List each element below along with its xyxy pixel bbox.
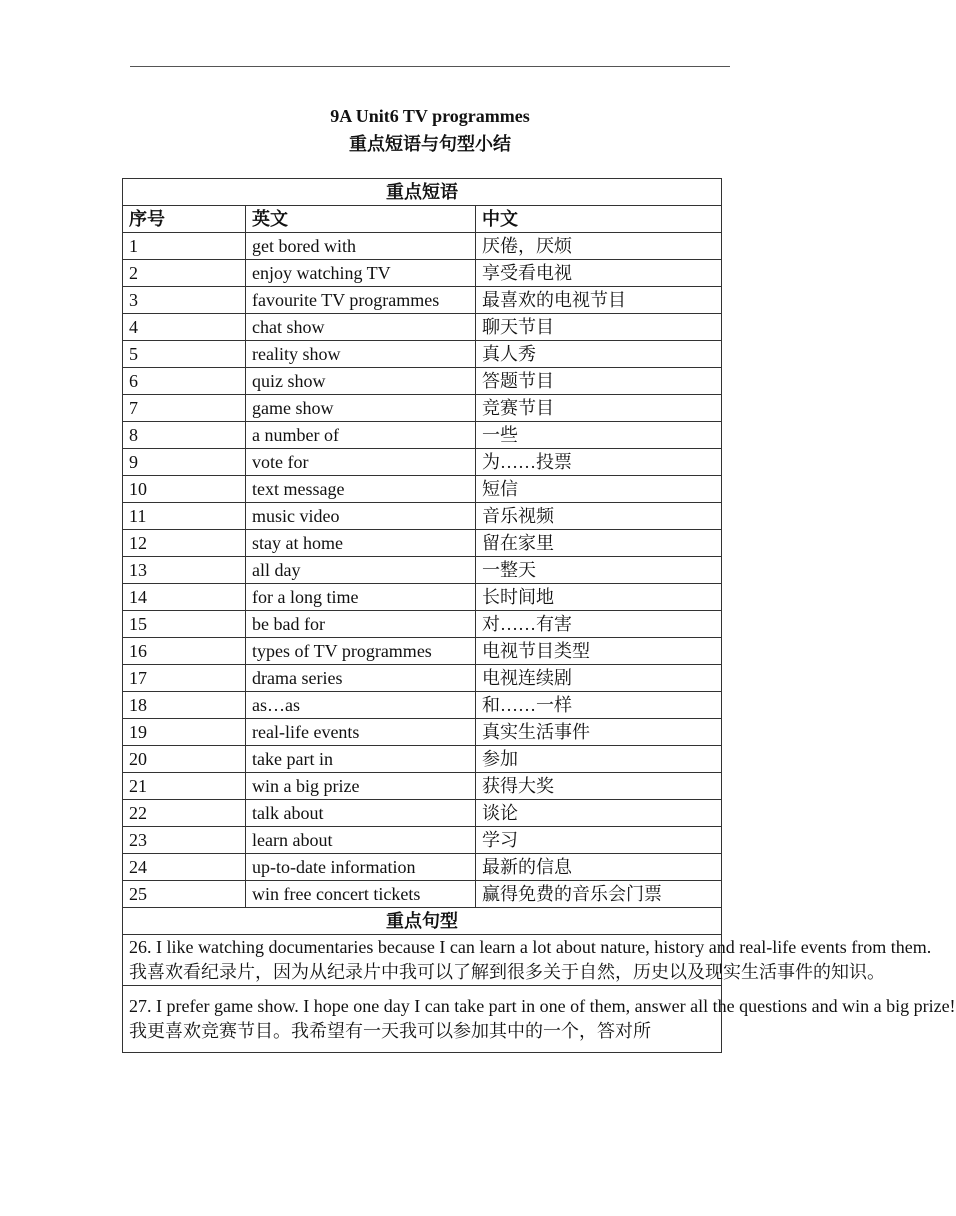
phrase-english: win free concert tickets [246,881,476,908]
phrase-row [123,827,722,854]
phrase-english: vote for [246,449,476,476]
phrase-english: stay at home [246,530,476,557]
phrase-english: chat show [246,314,476,341]
phrase-chinese: 谈论 [476,800,722,827]
phrase-english: take part in [246,746,476,773]
phrase-number: 20 [123,746,246,773]
phrase-row [123,611,722,638]
phrase-row [123,395,722,422]
phrase-english: get bored with [246,233,476,260]
phrase-english: enjoy watching TV [246,260,476,287]
column-header-number: 序号 [123,206,246,233]
phrase-english: learn about [246,827,476,854]
phrase-row [123,530,722,557]
phrase-chinese: 短信 [476,476,722,503]
phrase-number: 15 [123,611,246,638]
phrase-chinese: 一些 [476,422,722,449]
phrase-number: 24 [123,854,246,881]
phrase-chinese: 竞赛节目 [476,395,722,422]
sentence-chinese: 我更喜欢竞赛节目。我希望有一天我可以参加其中的一个，答对所 [129,1021,651,1041]
phrase-number: 17 [123,665,246,692]
phrase-row [123,287,722,314]
column-header-english: 英文 [246,206,476,233]
phrase-english: all day [246,557,476,584]
phrase-chinese: 和……一样 [476,692,722,719]
phrase-row [123,260,722,287]
phrase-english: for a long time [246,584,476,611]
sentence-row [123,935,722,986]
phrase-english: drama series [246,665,476,692]
phrase-row [123,314,722,341]
phrase-row [123,881,722,908]
phrase-chinese: 长时间地 [476,584,722,611]
sentence-english: 26. I like watching documentaries because I can learn a lot about nature, history and real-life events from them. [129,937,932,957]
phrase-english: up-to-date information [246,854,476,881]
document-subtitle: 重点短语与句型小结 [349,134,511,154]
phrase-chinese: 参加 [476,746,722,773]
phrase-number: 3 [123,287,246,314]
phrase-english: favourite TV programmes [246,287,476,314]
phrase-row [123,692,722,719]
phrase-number: 18 [123,692,246,719]
phrase-chinese: 最喜欢的电视节目 [476,287,722,314]
sentence-cell [123,986,956,1053]
phrase-english: music video [246,503,476,530]
phrase-number: 8 [123,422,246,449]
phrase-row [123,773,722,800]
phrase-english: a number of [246,422,476,449]
sentence-cell [123,935,932,986]
document-title: 9A Unit6 TV programmes [330,106,530,126]
phrase-chinese: 最新的信息 [476,854,722,881]
sentence-english: 27. I prefer game show. I hope one day I can take part in one of them, answer all the questions and win a big prize! [129,996,956,1016]
phrase-number: 23 [123,827,246,854]
phrase-chinese: 真实生活事件 [476,719,722,746]
phrase-english: game show [246,395,476,422]
summary-table [122,178,956,1053]
phrase-row [123,638,722,665]
phrase-english: talk about [246,800,476,827]
phrase-english: reality show [246,341,476,368]
phrase-row [123,368,722,395]
phrase-chinese: 电视节目类型 [476,638,722,665]
phrase-number: 2 [123,260,246,287]
phrase-number: 14 [123,584,246,611]
phrase-number: 13 [123,557,246,584]
phrases-section-row [123,179,722,206]
phrase-chinese: 赢得免费的音乐会门票 [476,881,722,908]
phrases-header-row [123,206,722,233]
phrase-chinese: 答题节目 [476,368,722,395]
phrases-heading: 重点短语 [123,179,722,206]
phrase-number: 12 [123,530,246,557]
phrase-number: 6 [123,368,246,395]
phrase-number: 9 [123,449,246,476]
phrase-row [123,719,722,746]
phrase-chinese: 对……有害 [476,611,722,638]
phrase-row [123,233,722,260]
column-header-chinese: 中文 [476,206,722,233]
header-rule [130,66,730,67]
sentences-section-row [123,908,722,935]
phrase-chinese: 学习 [476,827,722,854]
phrase-english: be bad for [246,611,476,638]
phrase-chinese: 留在家里 [476,530,722,557]
phrase-english: as…as [246,692,476,719]
sentence-row [123,986,722,1053]
phrase-chinese: 真人秀 [476,341,722,368]
phrase-number: 21 [123,773,246,800]
phrase-english: win a big prize [246,773,476,800]
phrase-chinese: 音乐视频 [476,503,722,530]
phrase-chinese: 电视连续剧 [476,665,722,692]
sentence-chinese: 我喜欢看纪录片，因为从纪录片中我可以了解到很多关于自然，历史以及现实生活事件的知识。 [129,962,885,982]
phrase-chinese: 获得大奖 [476,773,722,800]
phrase-english: real-life events [246,719,476,746]
phrase-row [123,503,722,530]
phrase-number: 11 [123,503,246,530]
phrase-english: quiz show [246,368,476,395]
phrase-row [123,665,722,692]
phrase-english: text message [246,476,476,503]
phrase-number: 22 [123,800,246,827]
phrase-english: types of TV programmes [246,638,476,665]
phrase-number: 7 [123,395,246,422]
phrase-row [123,449,722,476]
phrase-number: 10 [123,476,246,503]
phrase-row [123,746,722,773]
phrase-number: 5 [123,341,246,368]
phrase-chinese: 聊天节目 [476,314,722,341]
phrase-row [123,557,722,584]
phrase-row [123,341,722,368]
phrase-row [123,422,722,449]
sentences-heading: 重点句型 [123,908,722,935]
phrase-chinese: 为……投票 [476,449,722,476]
phrase-chinese: 厌倦，厌烦 [476,233,722,260]
phrase-row [123,476,722,503]
phrase-number: 4 [123,314,246,341]
phrase-row [123,800,722,827]
phrase-chinese: 一整天 [476,557,722,584]
phrase-number: 1 [123,233,246,260]
phrase-row [123,854,722,881]
phrase-number: 19 [123,719,246,746]
phrase-number: 16 [123,638,246,665]
phrase-row [123,584,722,611]
phrase-number: 25 [123,881,246,908]
phrase-chinese: 享受看电视 [476,260,722,287]
